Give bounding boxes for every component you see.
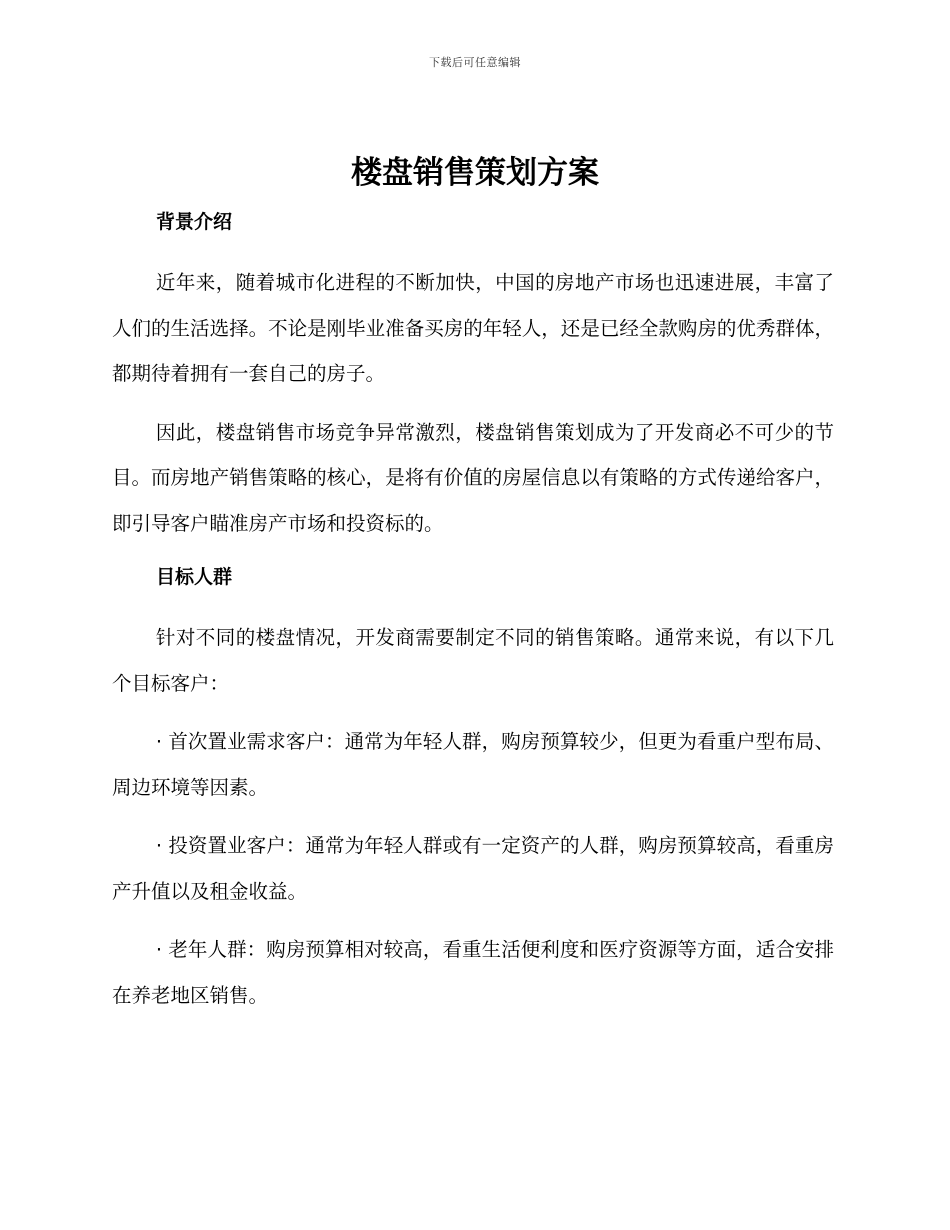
list-item-senior-buyers: · 老年人群：购房预算相对较高，看重生活便利度和医疗资源等方面，适合安排在养老地区销售。 [112,938,834,1007]
list-item-first-time-buyers: · 首次置业需求客户：通常为年轻人群，购房预算较少，但更为看重户型布局、周边环境等因素。 [112,730,834,799]
section-heading-background: 背景介绍 [156,211,233,233]
document-body [112,203,834,1018]
paragraph: 针对不同的楼盘情况，开发商需要制定不同的销售策略。通常来说，有以下几个目标客户： [112,626,834,695]
paragraph: 近年来，随着城市化进程的不断加快，中国的房地产市场也迅速进展，丰富了人们的生活选择。不论是刚毕业准备买房的年轻人，还是已经全款购房的优秀群体，都期待着拥有一套自己的房子。 [112,271,834,385]
page-header-note: 下载后可任意编辑 [429,56,521,69]
list-item-investment-buyers: · 投资置业客户：通常为年轻人群或有一定资产的人群，购房预算较高，看重房产升值以及租金收益。 [112,834,834,903]
section-heading-target-audience: 目标人群 [156,566,233,588]
paragraph: 因此，楼盘销售市场竞争异常激烈，楼盘销售策划成为了开发商必不可少的节目。而房地产销售策略的核心，是将有价值的房屋信息以有策略的方式传递给客户，即引导客户瞄准房产市场和投资标的。 [112,420,834,535]
document-title: 楼盘销售策划方案 [351,155,599,191]
